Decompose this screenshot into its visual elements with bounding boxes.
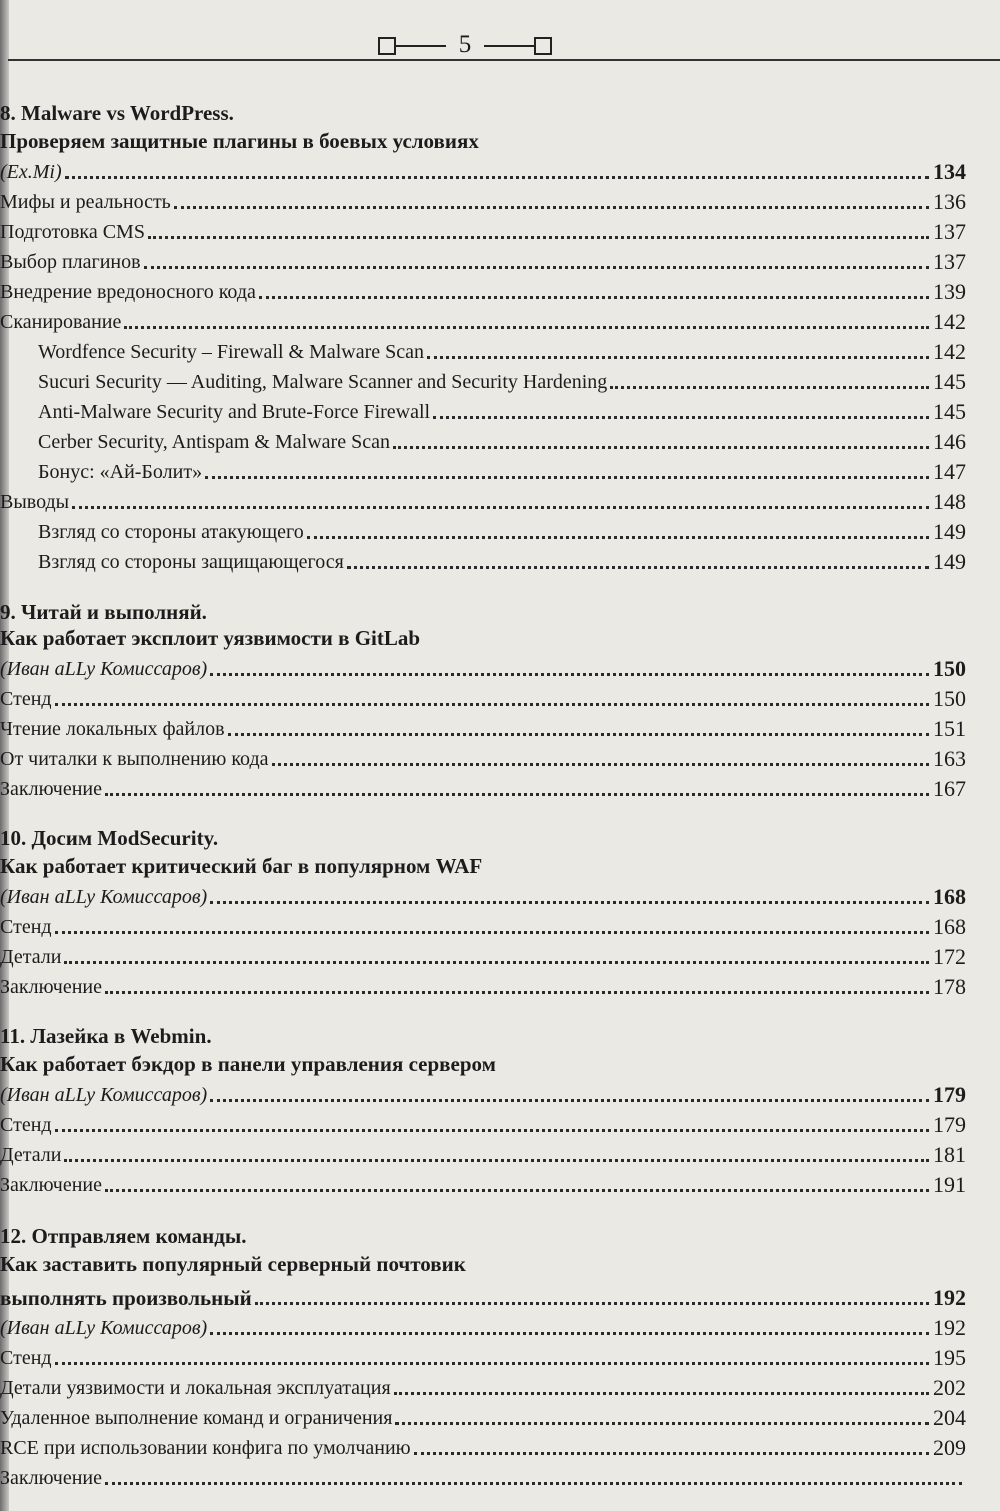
- header-right-dash: [484, 45, 534, 47]
- toc-subentry: [0, 363, 966, 393]
- toc-entry-text: (Иван aLLy Комиссаров): [0, 1084, 208, 1106]
- toc-entry-page: 168: [933, 914, 966, 939]
- toc-entry: [0, 1076, 966, 1106]
- toc-entry-text: (Иван aLLy Комиссаров): [0, 1317, 208, 1339]
- dot-leader: [148, 236, 929, 239]
- dot-leader: [65, 176, 929, 179]
- toc-entry-page: 142: [933, 309, 966, 334]
- dot-leader: [414, 1452, 929, 1455]
- toc-entry-page: 202: [933, 1375, 966, 1400]
- toc-entry: [0, 273, 966, 303]
- dot-leader: [144, 266, 929, 269]
- toc-entry-text: Мифы и реальность: [0, 191, 171, 213]
- toc-entry: [0, 1399, 966, 1429]
- toc-entry-text: (Иван aLLy Комиссаров): [0, 886, 208, 908]
- dot-leader: [255, 1302, 929, 1305]
- toc-entry-text: Детали: [0, 1144, 62, 1166]
- toc-entry-text: (Иван aLLy Комиссаров): [0, 658, 208, 680]
- toc-entry-page: 145: [933, 369, 966, 394]
- page-header: [0, 33, 1000, 63]
- dot-leader: [610, 386, 929, 389]
- toc-entry-page: 150: [933, 656, 966, 681]
- toc-entry: [0, 1459, 966, 1489]
- dot-leader: [210, 673, 929, 676]
- toc-entry: [0, 1279, 966, 1309]
- toc-entry-page: 178: [933, 974, 966, 999]
- toc-subentry: [0, 543, 966, 573]
- dot-leader: [105, 1189, 929, 1192]
- section-heading: 9. Читай и выполняй.: [0, 600, 207, 624]
- dot-leader: [210, 1099, 929, 1102]
- toc-entry: [0, 483, 966, 513]
- toc-entry-page: 147: [933, 459, 966, 484]
- toc-entry-text: Стенд: [0, 688, 52, 710]
- toc-entry-page: 195: [933, 1345, 966, 1370]
- dot-leader: [55, 1129, 929, 1132]
- toc-entry-text: Выводы: [0, 491, 70, 513]
- dot-leader: [55, 703, 929, 706]
- dot-leader: [272, 763, 929, 766]
- toc-entry: [0, 303, 966, 333]
- section-subtitle: Как работает бэкдор в панели управления сервером: [0, 1052, 496, 1076]
- dot-leader: [228, 733, 929, 736]
- toc-entry-page: 204: [933, 1405, 966, 1430]
- toc-subentry: [0, 393, 966, 423]
- toc-entry-page: 172: [933, 944, 966, 969]
- dot-leader: [210, 1332, 929, 1335]
- toc-entry: [0, 680, 966, 710]
- toc-entry: [0, 1166, 966, 1196]
- toc-entry-text: Бонус: «Ай-Болит»: [38, 461, 203, 483]
- toc-entry-text: Удаленное выполнение команд и ограничения: [0, 1407, 393, 1429]
- toc-entry-text: Взгляд со стороны атакующего: [38, 521, 304, 543]
- toc-entry: [0, 1429, 966, 1459]
- toc-entry: [0, 650, 966, 680]
- toc-entry-text: Детали: [0, 946, 62, 968]
- dot-leader: [64, 1159, 929, 1162]
- dot-leader: [394, 1392, 929, 1395]
- dot-leader: [174, 206, 929, 209]
- toc-entry-page: 150: [933, 686, 966, 711]
- section-heading: 11. Лазейка в Webmin.: [0, 1024, 212, 1048]
- header-left-dash: [396, 45, 446, 47]
- toc-entry: [0, 968, 966, 998]
- toc-entry: [0, 908, 966, 938]
- section-subtitle: Как работает критический баг в популярном WAF: [0, 854, 483, 878]
- toc-subentry: [0, 333, 966, 363]
- toc-entry: [0, 710, 966, 740]
- dot-leader: [433, 416, 929, 419]
- toc-entry-page: 209: [933, 1435, 966, 1460]
- toc-entry-page: 134: [933, 159, 966, 184]
- toc-entry-page: 167: [933, 776, 966, 801]
- dot-leader: [210, 901, 929, 904]
- toc-entry: [0, 1369, 966, 1399]
- toc-entry-text: Заключение: [0, 778, 102, 800]
- toc-entry: [0, 1339, 966, 1369]
- dot-leader: [55, 931, 929, 934]
- toc-entry-text: Детали уязвимости и локальная эксплуатация: [0, 1377, 391, 1399]
- section-subtitle: Как работает эксплоит уязвимости в GitLab: [0, 626, 421, 650]
- toc-entry-page: 179: [933, 1082, 966, 1107]
- toc-entry-page: 191: [933, 1172, 966, 1197]
- toc-entry-text: Внедрение вредоносного кода: [0, 281, 256, 303]
- section-heading: 8. Malware vs WordPress.: [0, 101, 234, 125]
- toc-entry: [0, 153, 966, 183]
- toc-entry: [0, 1106, 966, 1136]
- toc-entry-page: 179: [933, 1112, 966, 1137]
- toc-entry-text: Выбор плагинов: [0, 251, 141, 273]
- toc-entry-page: 145: [933, 399, 966, 424]
- dot-leader: [105, 1482, 962, 1485]
- toc-entry-text: Anti-Malware Security and Brute-Force Firewall: [38, 401, 431, 423]
- toc-subentry: [0, 513, 966, 543]
- toc-entry-page: 181: [933, 1142, 966, 1167]
- toc-entry-text: (Ex.Mi): [0, 161, 62, 183]
- toc-entry: [0, 213, 966, 243]
- toc-entry-text: Заключение: [0, 976, 102, 998]
- toc-entry-page: 137: [933, 249, 966, 274]
- toc-entry-text: Cerber Security, Antispam & Malware Scan: [38, 431, 390, 453]
- section-heading: 10. Досим ModSecurity.: [0, 826, 219, 850]
- section-subtitle-continued: выполнять произвольный: [0, 1286, 252, 1310]
- toc-entry: [0, 183, 966, 213]
- dot-leader: [347, 566, 929, 569]
- toc-entry-page: 142: [933, 339, 966, 364]
- toc-entry: [0, 878, 966, 908]
- dot-leader: [205, 476, 929, 479]
- dot-leader: [427, 356, 929, 359]
- toc-entry-text: Заключение: [0, 1174, 102, 1196]
- dot-leader: [105, 991, 929, 994]
- dot-leader: [259, 296, 929, 299]
- section-subtitle: Проверяем защитные плагины в боевых условиях: [0, 129, 479, 153]
- toc-entry-page: 163: [933, 746, 966, 771]
- page-number: 5: [458, 31, 472, 58]
- toc-entry-text: Стенд: [0, 1114, 52, 1136]
- dot-leader: [307, 536, 929, 539]
- toc-entry-page: 149: [933, 519, 966, 544]
- toc-entry-text: Стенд: [0, 1347, 52, 1369]
- toc-entry-text: Wordfence Security – Firewall & Malware Scan: [38, 341, 425, 363]
- toc-entry: [0, 1136, 966, 1166]
- toc-entry: [0, 938, 966, 968]
- header-right-box: [534, 37, 552, 55]
- toc-entry-text: Чтение локальных файлов: [0, 718, 225, 740]
- dot-leader: [124, 326, 929, 329]
- dot-leader: [395, 1422, 929, 1425]
- toc-entry-page: 136: [933, 189, 966, 214]
- toc-entry: [0, 1309, 966, 1339]
- header-left-box: [378, 37, 396, 55]
- toc-entry-page: 151: [933, 716, 966, 741]
- toc-entry-page: 146: [933, 429, 966, 454]
- toc-entry-page: 148: [933, 489, 966, 514]
- toc-entry-page: 149: [933, 549, 966, 574]
- toc-subentry: [0, 423, 966, 453]
- dot-leader: [105, 793, 929, 796]
- toc-entry: [0, 243, 966, 273]
- toc-entry-page: 139: [933, 279, 966, 304]
- dot-leader: [64, 961, 929, 964]
- toc-entry-text: Заключение: [0, 1467, 102, 1489]
- toc-entry-text: Взгляд со стороны защищающегося: [38, 551, 344, 573]
- toc-entry: [0, 770, 966, 800]
- dot-leader: [393, 446, 929, 449]
- toc-entry-text: RCE при использовании конфига по умолчанию: [0, 1437, 411, 1459]
- section-heading: 12. Отправляем команды.: [0, 1224, 247, 1248]
- toc-entry-text: От читалки к выполнению кода: [0, 748, 269, 770]
- toc-entry-page: 192: [933, 1315, 966, 1340]
- section-subtitle: Как заставить популярный серверный почтовик: [0, 1252, 466, 1276]
- toc-entry-page: 192: [933, 1285, 966, 1310]
- toc-entry-text: Стенд: [0, 916, 52, 938]
- toc-subentry: [0, 453, 966, 483]
- toc-entry-text: Sucuri Security — Auditing, Malware Scanner and Security Hardening: [38, 371, 608, 393]
- dot-leader: [72, 506, 929, 509]
- toc-entry-page: 137: [933, 219, 966, 244]
- toc-entry-text: Сканирование: [0, 311, 122, 333]
- toc-entry-text: Подготовка CMS: [0, 221, 145, 243]
- toc-entry-page: 168: [933, 884, 966, 909]
- dot-leader: [55, 1362, 929, 1365]
- header-rule: [8, 59, 1000, 61]
- toc-entry: [0, 740, 966, 770]
